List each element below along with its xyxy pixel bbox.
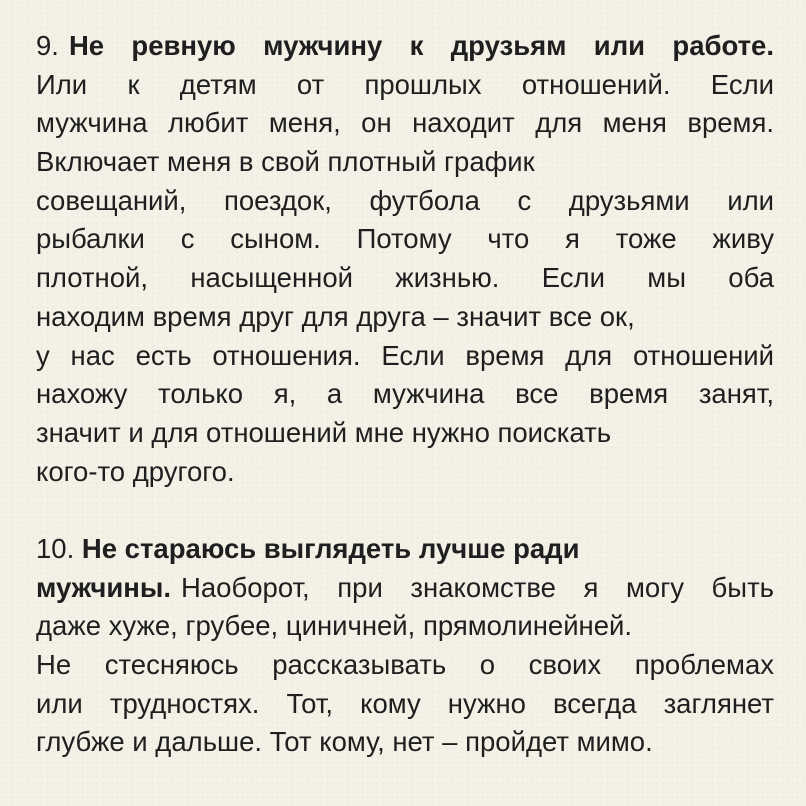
paragraph-9-line: Или к детям от прошлых отношений. Если — [36, 68, 774, 100]
paragraph-9-line: находим время друг для друга – значит все ок, — [36, 300, 635, 332]
paragraph-9-line: у нас есть отношения. Если время для отношений — [36, 339, 774, 371]
paragraph-10-heading-line — [36, 530, 774, 569]
paragraph-9-number: 9. — [36, 30, 59, 61]
paragraph-10-line: глубже и дальше. Тот кому, нет – пройдет мимо. — [36, 726, 653, 758]
paragraph-10-number: 10. — [36, 532, 75, 564]
paragraph-9-heading-line — [36, 27, 774, 66]
paragraph-10 — [36, 530, 774, 762]
paragraph-10-line: Не стесняюсь рассказывать о своих проблемах — [36, 649, 774, 680]
paragraph-9-line: плотной, насыщенной жизнью. Если мы оба — [36, 262, 774, 294]
paragraph-10-line — [36, 569, 774, 608]
paragraph-10-line: или трудностях. Тот, кому нужно всегда заглянет — [36, 687, 774, 719]
paragraph-10-heading: Не стараюсь выглядеть лучше ради — [81, 532, 580, 564]
paragraph-9 — [36, 27, 774, 491]
paragraph-10-line-text: Наоборот, при знакомстве я могу быть — [181, 571, 774, 603]
paragraph-9-line: значит и для отношений мне нужно поискать — [36, 416, 612, 448]
paragraph-9-line: Включает меня в свой плотный график — [36, 146, 535, 178]
paragraph-9-line: нахожу только я, а мужчина все время занят, — [36, 378, 774, 410]
paragraph-9-line: кого-то другого. — [36, 455, 235, 487]
paragraph-9-line: мужчина любит меня, он находит для меня время. — [36, 107, 774, 139]
paragraph-9-line: рыбалки с сыном. Потому что я тоже живу — [36, 223, 774, 255]
paragraph-9-heading: Не ревную мужчину к друзьям или работе. — [68, 30, 774, 61]
paragraph-10-heading-continued: мужчины. — [36, 571, 172, 603]
document-page — [36, 27, 774, 762]
paragraph-9-line: совещаний, поездок, футбола с друзьями или — [36, 184, 774, 216]
paragraph-10-line: даже хуже, грубее, циничней, прямолинейней. — [36, 610, 633, 642]
paragraph-spacer — [36, 491, 774, 530]
